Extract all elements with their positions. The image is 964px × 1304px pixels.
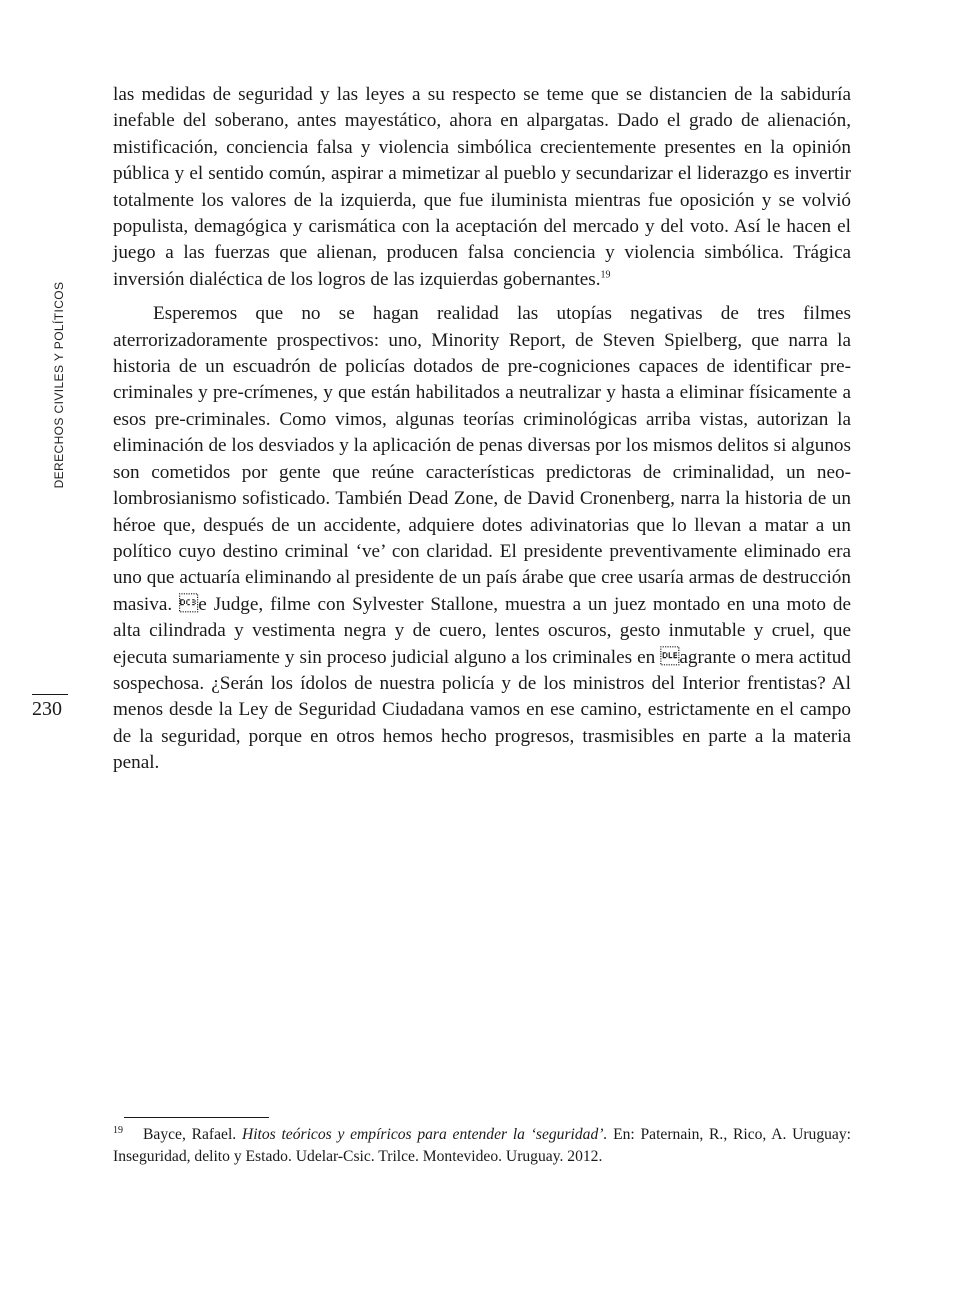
page-number: 230 [32, 698, 62, 720]
body-text [113, 82, 851, 777]
footnote-reference[interactable]: 19 [600, 269, 611, 281]
page-number-rule [32, 694, 68, 695]
footnote [113, 1124, 851, 1168]
footnote-details: En: Paternain, R., Rico, A. Uruguay: Inseguridad, delito y Estado. Udelar-Csic. Trilce. Montevideo. Uruguay. 2012. [113, 1126, 851, 1165]
footnote-author: Bayce, Rafael. [143, 1126, 237, 1143]
footnote-marker: 19 [113, 1125, 123, 1136]
footnote-title: Hitos teóricos y empíricos para entender la ‘seguridad’. [241, 1126, 608, 1143]
running-header-side-label: DERECHOS CIVILES Y POLÍTICOS [52, 281, 66, 489]
paragraph-1 [113, 82, 851, 293]
paragraph-1-text: las medidas de seguridad y las leyes a su respecto se teme que se distancien de la sabiduría inefable del soberano, antes mayestático, ahora en alpargatas. Dado el grado de alienación, mistificación, conciencia falsa y violencia simbólica crecientemente presentes en la opinión pública y el sentido común, aspirar a mimetizar al pueblo y secundarizar el liderazgo es invertir totalmente los valores de la izquierda, que fue iluminista mientras fue oposición y se volvió populista, demagógica y carismática con la aceptación del mercado y del voto. Así le hacen el juego a las fuerzas que alienan, producen falsa conciencia y violencia simbólica. Trágica inversión dialéctica de los logros de las izquierdas gobernantes. [113, 84, 851, 290]
footnote-separator [124, 1117, 269, 1118]
paragraph-2: Esperemos que no se hagan realidad las utopías negativas de tres filmes aterrorizadoramente prospectivos: uno, Minority Report, de Steven Spielberg, que narra la historia de un escuadrón de policías dotados de pre-cogniciones capaces de identificar pre-criminales y pre-crímenes, y que están habilitados a neutralizar y hasta a eliminar físicamente a esos pre-criminales. Como vimos, algunas teorías criminológicas arriba vistas, autorizan la eliminación de los desviados y la aplicación de penas diversas por los mismos delitos si algunos son cometidos por gente que reúne características predictoras de criminalidad, un neo-lombrosianismo sofisticado. También Dead Zone, de David Cronenberg, narra la historia de un héroe que, después de un accidente, adquiere dotes adivinatorias que lo llevan a matar a un político cuyo destino criminal ‘ve’ con claridad. El presidente preventivamente eliminado era uno que actuaría eliminando al presidente de un país árabe que cree usaría armas de destrucción masiva. e Judge, filme con Sylvester Stallone, muestra a un juez montado en una moto de alta cilindrada y vestimenta negra y de cuero, lentes oscuros, gesto inmutable y cruel, que ejecuta sumariamente y sin proceso judicial alguno a los criminales en agrante o mera actitud sospechosa. ¿Serán los ídolos de nuestra policía y de los ministros del Interior frentistas? Al menos desde la Ley de Seguridad Ciudadana vamos en ese camino, estrictamente en el campo de la seguridad, porque en otros hemos hecho progresos, trasmisibles en parte a la materia penal. [113, 303, 851, 774]
